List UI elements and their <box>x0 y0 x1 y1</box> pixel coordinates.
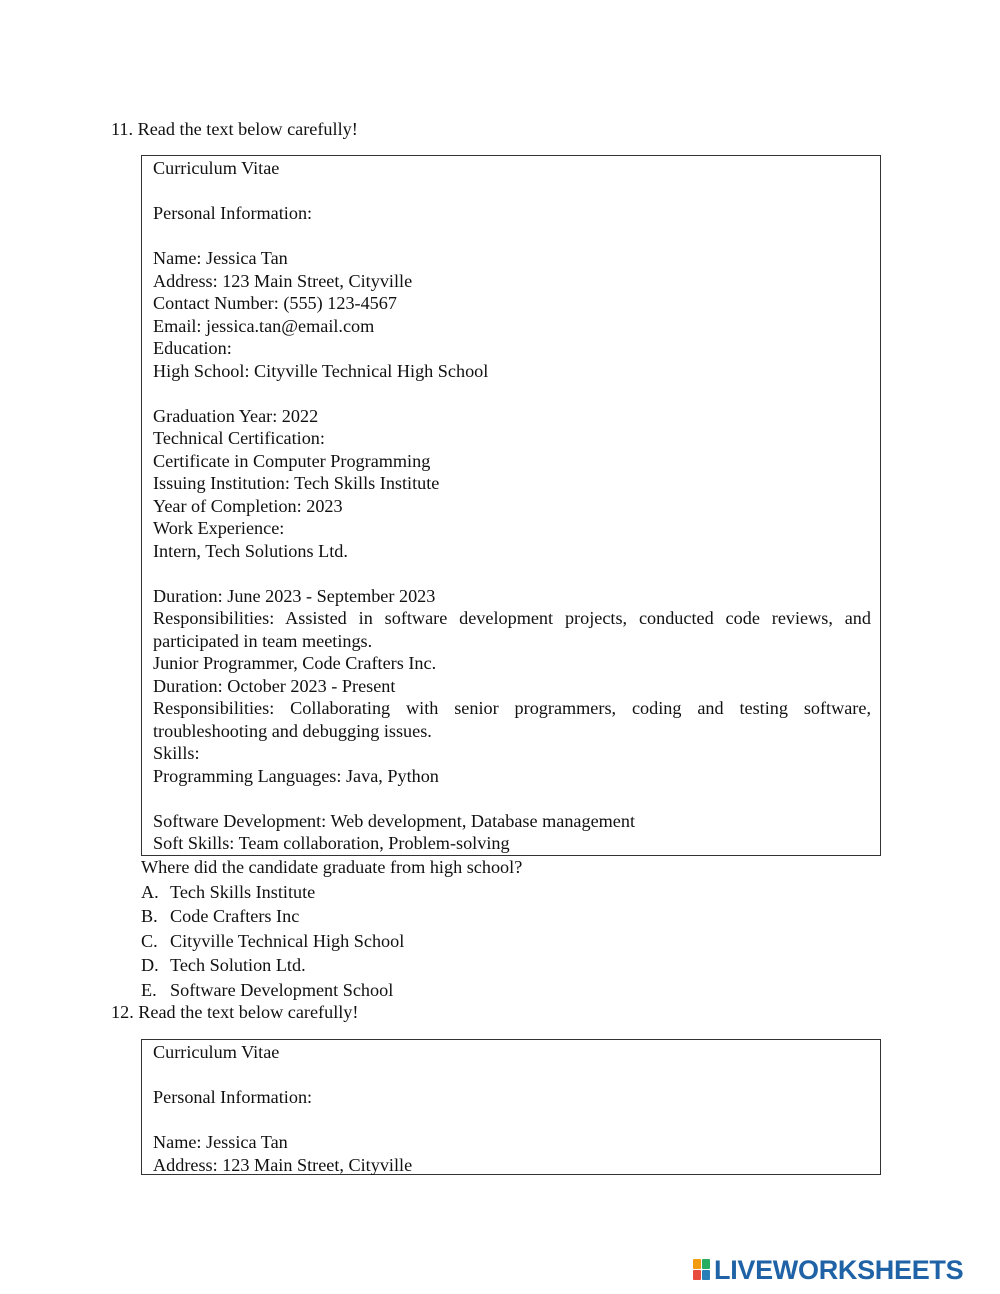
cv-certificate: Certificate in Computer Programming <box>153 450 431 471</box>
option-text: Code Crafters Inc <box>170 906 300 927</box>
cv-blank-line <box>153 225 871 248</box>
cv-duration-intern: Duration: June 2023 - September 2023 <box>153 585 436 606</box>
question-11-title: 11. Read the text below carefully! <box>111 119 358 139</box>
cv-address: Address: 123 Main Street, Cityville <box>153 1154 413 1175</box>
option-text: Cityville Technical High School <box>170 930 405 951</box>
cv-address: Address: 123 Main Street, Cityville <box>153 270 413 291</box>
cv-section-education: Education: <box>153 338 232 358</box>
cv-text-box-q12 <box>141 1039 881 1175</box>
option-letter: E. <box>141 979 157 1000</box>
cv-duration-junior-programmer: Duration: October 2023 - Present <box>153 675 396 696</box>
cv-name: Name: Jessica Tan <box>153 1132 288 1152</box>
cv-job-junior-programmer: Junior Programmer, Code Crafters Inc. <box>153 653 437 673</box>
cv-blank-line <box>153 382 871 405</box>
question-11-prompt: Where did the candidate graduate from high school? <box>141 857 523 877</box>
question-11-options <box>141 880 404 1002</box>
cv-programming-languages: Programming Languages: Java, Python <box>153 765 439 786</box>
cv-responsibilities-junior-programmer: Responsibilities: Collaborating with senior programmers, coding and testing software, troubleshooting and debugging issues. <box>153 698 871 741</box>
cv-name: Name: Jessica Tan <box>153 248 288 268</box>
cv-section-certification: Technical Certification: <box>153 428 325 448</box>
liveworksheets-logo[interactable] <box>693 1257 963 1283</box>
cv-section-personal: Personal Information: <box>153 203 313 223</box>
liveworksheets-logo-icon <box>693 1259 711 1281</box>
option-letter: A. <box>141 882 159 902</box>
cv-email: Email: jessica.tan@email.com <box>153 315 375 336</box>
cv-soft-skills: Soft Skills: Team collaboration, Problem-solving <box>153 833 510 853</box>
cv-issuing-institution: Issuing Institution: Tech Skills Institute <box>153 473 440 493</box>
cv-blank-line <box>153 1064 871 1087</box>
option-d[interactable] <box>141 953 404 977</box>
cv-year-of-completion: Year of Completion: 2023 <box>153 495 343 516</box>
cv-section-work-experience: Work Experience: <box>153 518 285 538</box>
cv-text-box-q11 <box>141 155 881 856</box>
option-c[interactable] <box>141 929 404 953</box>
cv-heading: Curriculum Vitae <box>153 158 280 178</box>
option-e[interactable] <box>141 978 404 1002</box>
question-12-title: 12. Read the text below carefully! <box>111 1002 359 1022</box>
cv-blank-line <box>153 180 871 203</box>
cv-graduation-year: Graduation Year: 2022 <box>153 405 319 426</box>
cv-section-personal: Personal Information: <box>153 1087 313 1107</box>
cv-software-development: Software Development: Web development, Database management <box>153 810 636 831</box>
option-a[interactable] <box>141 880 404 904</box>
cv-blank-line <box>153 787 871 810</box>
cv-contact-number: Contact Number: (555) 123-4567 <box>153 293 397 313</box>
cv-job-intern: Intern, Tech Solutions Ltd. <box>153 540 348 561</box>
cv-blank-line <box>153 562 871 585</box>
cv-section-skills: Skills: <box>153 743 200 763</box>
option-letter: C. <box>141 930 158 951</box>
cv-blank-line <box>153 1109 871 1132</box>
cv-responsibilities-intern: Responsibilities: Assisted in software development projects, conducted code reviews, and participated in team meetings. <box>153 608 871 651</box>
option-b[interactable] <box>141 904 404 928</box>
option-text: Software Development School <box>170 979 394 1000</box>
cv-high-school: High School: Cityville Technical High School <box>153 360 489 381</box>
option-text: Tech Solution Ltd. <box>170 955 306 976</box>
option-letter: B. <box>141 906 158 927</box>
cv-heading: Curriculum Vitae <box>153 1042 280 1062</box>
option-letter: D. <box>141 955 159 976</box>
logo-text: LIVEWORKSHEETS <box>714 1255 964 1285</box>
option-text: Tech Skills Institute <box>170 882 316 902</box>
